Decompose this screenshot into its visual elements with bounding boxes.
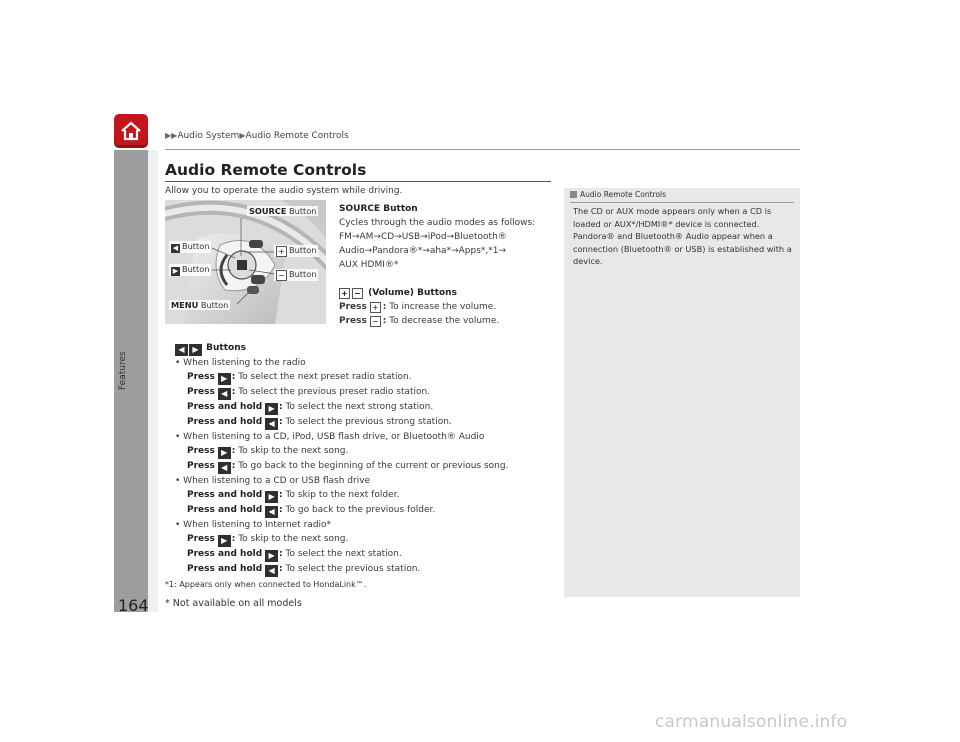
bullet-internet-radio: • When listening to Internet radio*	[175, 520, 332, 530]
skip-buttons-section	[175, 341, 508, 577]
internet-line-3: Press and hold ◀ : To select the previous station.	[187, 564, 421, 575]
right-button-label: ▶ Button	[169, 264, 211, 276]
source-heading: SOURCE Button	[339, 204, 418, 214]
radio-line-2: Press ◀ : To select the previous preset radio station.	[187, 387, 431, 398]
left-button-label: ◀ Button	[169, 241, 211, 253]
bullet-cd-usb: • When listening to a CD or USB flash drive	[175, 476, 371, 486]
internet-line-1: Press ▶ : To skip to the next song.	[187, 534, 349, 545]
minus-icon: −	[370, 316, 381, 327]
volume-heading: + − (Volume) Buttons	[339, 286, 535, 300]
footnote-1: *1: Appears only when connected to HondaLink™.	[165, 580, 367, 589]
right-arrow-icon: ▶	[218, 447, 231, 459]
left-arrow-icon: ◀	[218, 462, 231, 474]
home-icon	[119, 119, 143, 143]
sidebar-text: The CD or AUX mode appears only when a CD is loaded or AUX*/HDMI®* device is connected. Pandora® and Bluetooth® Audio appear when a connection (Bluetooth® or USB) is established with a device.	[573, 206, 792, 266]
left-arrow-icon: ◀	[175, 344, 188, 356]
media-line-1: Press ▶ : To skip to the next song.	[187, 446, 349, 457]
steering-wheel-figure	[165, 200, 326, 324]
right-arrow-icon: ▶	[189, 344, 202, 356]
bullet-radio: • When listening to the radio	[175, 358, 306, 368]
availability-footnote: * Not available on all models	[165, 598, 302, 609]
volume-plus-line: Press + : To increase the volume.	[339, 302, 497, 312]
plus-button-label: + Button	[274, 245, 318, 257]
right-arrow-icon: ▶	[265, 550, 278, 562]
radio-line-3: Press and hold ▶ : To select the next strong station.	[187, 402, 434, 413]
right-arrow-icon: ▶	[265, 403, 278, 415]
minus-icon: −	[352, 288, 363, 299]
sidebar-heading: Audio Remote Controls	[570, 190, 666, 199]
source-line-2: FM→AM→CD→USB→iPod→Bluetooth®	[339, 232, 507, 242]
side-tab-shade	[148, 150, 158, 612]
breadcrumb-audio-system[interactable]: Audio System	[177, 131, 240, 141]
source-line-4: AUX HDMI®*	[339, 260, 399, 270]
sidebar-note	[564, 188, 800, 597]
home-button[interactable]	[114, 114, 148, 148]
right-arrow-icon: ▶	[218, 373, 231, 385]
radio-line-4: Press and hold ◀ : To select the previous strong station.	[187, 417, 452, 428]
right-arrow-icon: ▶	[172, 267, 179, 275]
skip-heading: ◀ ▶ Buttons	[175, 341, 508, 356]
right-arrow-icon: ▶	[265, 491, 278, 503]
menu-button-label: MENU Button	[171, 300, 229, 310]
source-and-volume-section	[339, 202, 535, 328]
sidebar-divider	[570, 202, 794, 203]
page-title: Audio Remote Controls	[165, 161, 367, 179]
radio-line-1: Press ▶ : To select the next preset radio station.	[187, 372, 412, 383]
header-divider	[165, 149, 800, 150]
cd-line-1: Press and hold ▶ : To skip to the next folder.	[187, 490, 400, 501]
left-arrow-icon: ◀	[265, 418, 278, 430]
plus-icon: +	[276, 246, 287, 257]
breadcrumb-current: Audio Remote Controls	[245, 131, 349, 141]
volume-minus-line: Press − : To decrease the volume.	[339, 316, 500, 326]
media-line-2: Press ◀ : To go back to the beginning of the current or previous song.	[187, 461, 509, 472]
note-marker-icon	[570, 191, 577, 198]
left-arrow-icon: ◀	[218, 388, 231, 400]
cd-line-2: Press and hold ◀ : To go back to the previous folder.	[187, 505, 436, 516]
source-line-3: Audio→Pandora®*→aha*→Apps*,*1→	[339, 246, 507, 256]
title-underline	[165, 181, 551, 182]
intro-text: Allow you to operate the audio system while driving.	[165, 186, 403, 196]
plus-icon: +	[370, 302, 381, 313]
right-arrow-icon: ▶	[218, 535, 231, 547]
bullet-media: • When listening to a CD, iPod, USB flash drive, or Bluetooth® Audio	[175, 432, 485, 442]
internet-line-2: Press and hold ▶ : To select the next station.	[187, 549, 402, 560]
left-arrow-icon: ◀	[265, 506, 278, 518]
minus-button-label: − Button	[274, 269, 318, 281]
minus-icon: −	[276, 270, 287, 281]
breadcrumb-arrows: ▶▶	[165, 131, 178, 140]
page-number: 164	[118, 596, 149, 615]
source-line-1: Cycles through the audio modes as follows:	[339, 218, 536, 228]
side-tab-label: Features	[118, 351, 128, 390]
breadcrumb	[165, 131, 349, 141]
breadcrumb-separator: ▶	[239, 131, 246, 140]
left-arrow-icon: ◀	[172, 244, 179, 252]
watermark: carmanualsonline.info	[655, 712, 848, 732]
source-button-label: SOURCE Button	[249, 206, 317, 216]
plus-icon: +	[339, 288, 350, 299]
left-arrow-icon: ◀	[265, 565, 278, 577]
